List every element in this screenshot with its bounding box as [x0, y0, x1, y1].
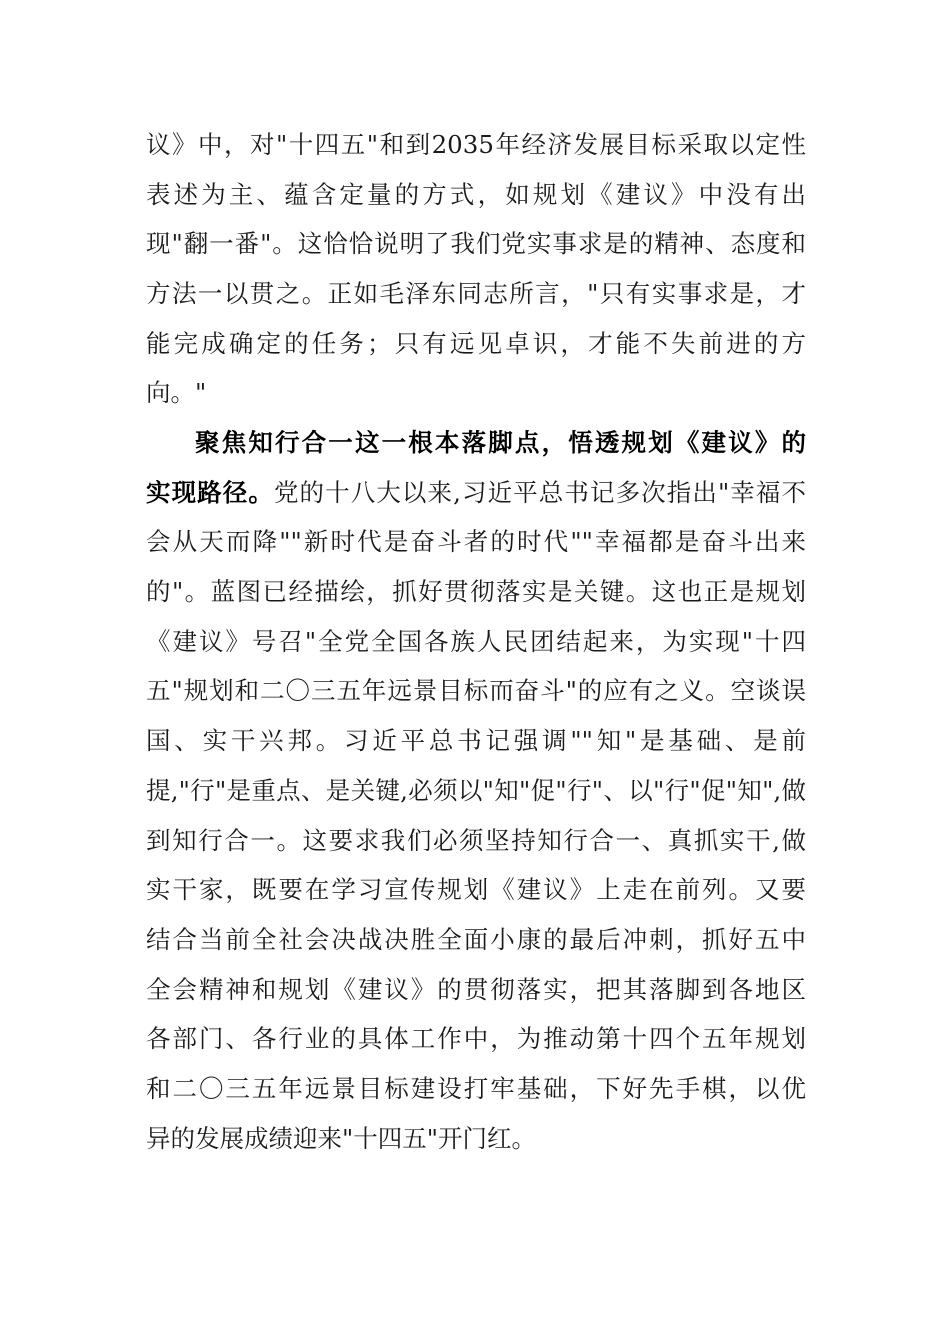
text-line: 会从天而降""新时代是奋斗者的时代""幸福都是奋斗出来: [146, 527, 806, 557]
text-line: 实干家，既要在学习宣传规划《建议》上走在前列。又要: [146, 875, 806, 905]
text-line: [146, 468, 806, 518]
text-line: 国、实干兴邦。习近平总书记强调""知"是基础、是前: [146, 726, 806, 756]
text-line: 向。": [146, 378, 207, 408]
paragraph-heading-end: 实现路径。: [146, 477, 274, 507]
text-line: 各部门、各行业的具体工作中，为推动第十四个五年规划: [146, 1024, 806, 1054]
paragraph-heading: 聚焦知行合一这一根本落脚点，悟透规划《建议》的: [195, 428, 806, 457]
paragraph-continuation: [146, 120, 806, 418]
text-line: 《建议》号召"全党全国各族人民团结起来，为实现"十四: [146, 626, 806, 656]
text-line: 方法一以贯之。正如毛泽东同志所言，"只有实事求是，才: [146, 279, 806, 309]
text-line: 到知行合一。这要求我们必须坚持知行合一、真抓实干,做: [146, 825, 806, 855]
text-line: 五"规划和二〇三五年远景目标而奋斗"的应有之义。空谈误: [146, 676, 806, 706]
text-line: 结合当前全社会决战决胜全面小康的最后冲刺，抓好五中: [146, 924, 806, 954]
text-line: 现"翻一番"。这恰恰说明了我们党实事求是的精神、态度和: [146, 229, 806, 259]
paragraph-main: [146, 418, 806, 1163]
text-line-rest: 党的十八大以来,习近平总书记多次指出"幸福不: [273, 477, 806, 507]
text-line: 提,"行"是重点、是关键,必须以"知"促"行"、以"行"促"知",做: [146, 775, 806, 805]
text-line: 能完成确定的任务；只有远见卓识，才能不失前进的方: [146, 328, 806, 358]
text-line: 议》中，对"十四五"和到2035年经济发展目标采取以定性: [146, 130, 806, 159]
text-line: 的"。蓝图已经描绘，抓好贯彻落实是关键。这也正是规划: [146, 577, 806, 607]
text-line: 异的发展成绩迎来"十四五"开门红。: [146, 1123, 537, 1153]
text-line: 全会精神和规划《建议》的贯彻落实，把其落脚到各地区: [146, 974, 806, 1004]
text-line: 表述为主、蕴含定量的方式，如规划《建议》中没有出: [146, 179, 806, 209]
text-line: 和二〇三五年远景目标建设打牢基础，下好先手棋，以优: [146, 1073, 806, 1103]
